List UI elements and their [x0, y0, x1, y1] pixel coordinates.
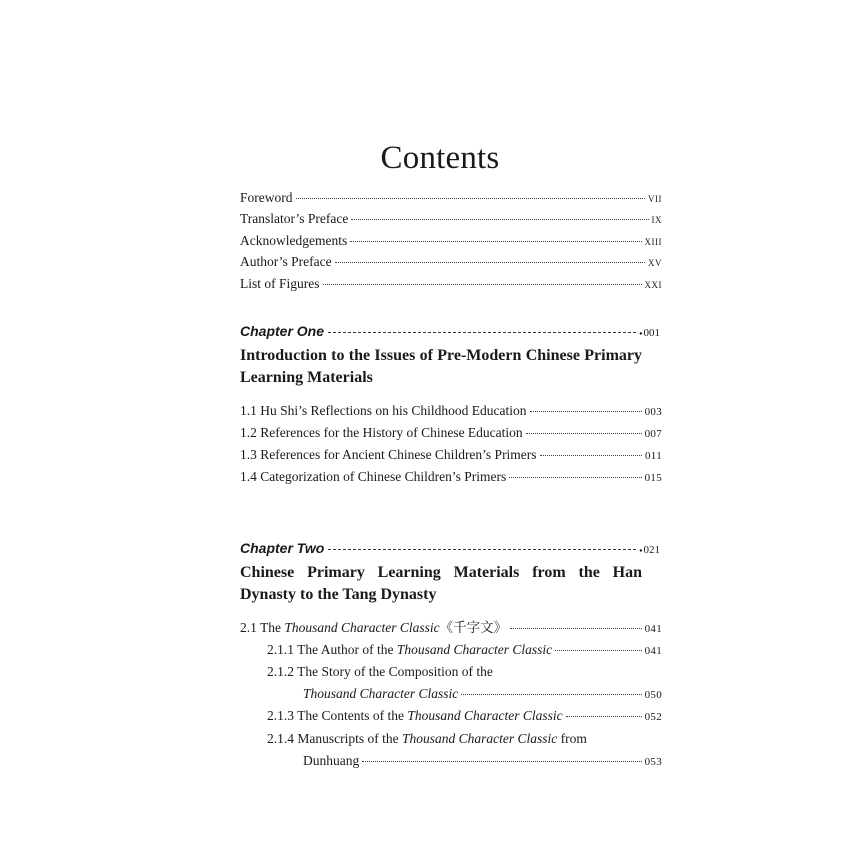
- dot-leader: [335, 262, 645, 263]
- toc-entry-foreword[interactable]: [240, 189, 662, 208]
- toc-entry-1-2[interactable]: [240, 424, 662, 443]
- entry-label: Thousand Character Classic: [303, 686, 459, 701]
- entry-page: IX: [651, 215, 662, 225]
- entry-label: 1.3 References for Ancient Chinese Children’s Primers: [240, 447, 537, 462]
- dot-leader: [350, 241, 641, 242]
- toc-entry-2-1-4-line1[interactable]: 2.1.4 Manuscripts of the Thousand Character Classic from: [267, 731, 587, 746]
- chapter-two-heading[interactable]: [240, 540, 660, 556]
- dot-leader: [530, 411, 642, 412]
- entry-label: Translator’s Preface: [240, 211, 349, 226]
- toc-entry-1-1[interactable]: [240, 402, 662, 421]
- toc-entry-2-1-2[interactable]: [303, 685, 662, 704]
- entry-label: 1.2 References for the History of Chinese Education: [240, 425, 523, 440]
- chapter-page: 021: [643, 544, 660, 556]
- entry-label: Author’s Preface: [240, 254, 332, 269]
- chapter-label: Chapter Two: [240, 540, 325, 556]
- entry-label: 2.1.3 The Contents of the Thousand Character Classic: [267, 708, 563, 723]
- diamond-icon: ⬩: [639, 328, 643, 338]
- toc-entry-1-3[interactable]: [240, 446, 662, 465]
- chapter-page: 001: [643, 327, 660, 339]
- chapter-two-title: Chinese Primary Learning Materials from the Han Dynasty to the Tang Dynasty: [240, 564, 642, 603]
- entry-label: 2.1.1 The Author of the Thousand Character Classic: [267, 642, 553, 657]
- chapter-label: Chapter One: [240, 323, 325, 339]
- toc-entry-list-of-figures[interactable]: [240, 275, 662, 294]
- dash-leader: [328, 332, 636, 333]
- dot-leader: [555, 650, 641, 651]
- diamond-icon: ⬩: [639, 545, 643, 555]
- entry-page: 011: [645, 450, 662, 462]
- toc-entry-translators-preface[interactable]: [240, 210, 662, 229]
- dot-leader: [526, 433, 642, 434]
- entry-label: Dunhuang: [303, 753, 360, 768]
- chapter-one-title: Introduction to the Issues of Pre-Modern Chinese Primary Learning Materials: [240, 347, 642, 386]
- toc-entry-2-1[interactable]: [240, 619, 662, 638]
- entry-page: 003: [644, 406, 662, 418]
- entry-page: 052: [644, 711, 662, 723]
- entry-page: 041: [644, 623, 662, 635]
- entry-label: Foreword: [240, 190, 293, 205]
- chapter-one-heading[interactable]: [240, 323, 660, 339]
- entry-page: 015: [644, 472, 662, 484]
- toc-entry-2-1-2-line1[interactable]: 2.1.2 The Story of the Composition of the: [267, 664, 493, 679]
- entry-page: XXI: [644, 280, 662, 290]
- entry-label: List of Figures: [240, 276, 320, 291]
- page-title: Contents: [380, 140, 500, 176]
- toc-entry-authors-preface[interactable]: [240, 253, 662, 272]
- dot-leader: [540, 455, 642, 456]
- entry-page: 050: [644, 689, 662, 701]
- entry-label: 1.1 Hu Shi’s Reflections on his Childhood Education: [240, 403, 527, 418]
- toc-entry-acknowledgements[interactable]: [240, 232, 662, 251]
- entry-label: 2.1 The Thousand Character Classic《千字文》: [240, 620, 508, 635]
- entry-page: 041: [644, 645, 662, 657]
- entry-label: 1.4 Categorization of Chinese Children’s Primers: [240, 469, 507, 484]
- dot-leader: [296, 198, 646, 199]
- toc-entry-2-1-3[interactable]: [267, 707, 662, 726]
- dot-leader: [510, 628, 641, 629]
- entry-page: XV: [648, 258, 662, 268]
- dot-leader: [509, 477, 641, 478]
- toc-entry-2-1-1[interactable]: [267, 641, 662, 660]
- entry-page: VII: [648, 194, 662, 204]
- dash-leader: [328, 549, 636, 550]
- entry-page: 007: [644, 428, 662, 440]
- entry-label: Acknowledgements: [240, 233, 348, 248]
- entry-page: 053: [644, 756, 662, 768]
- dot-leader: [461, 694, 641, 695]
- dot-leader: [362, 761, 641, 762]
- toc-entry-2-1-4[interactable]: [303, 752, 662, 771]
- dot-leader: [323, 284, 642, 285]
- dot-leader: [351, 219, 648, 220]
- entry-page: XIII: [644, 237, 662, 247]
- dot-leader: [566, 716, 642, 717]
- toc-entry-1-4[interactable]: [240, 468, 662, 487]
